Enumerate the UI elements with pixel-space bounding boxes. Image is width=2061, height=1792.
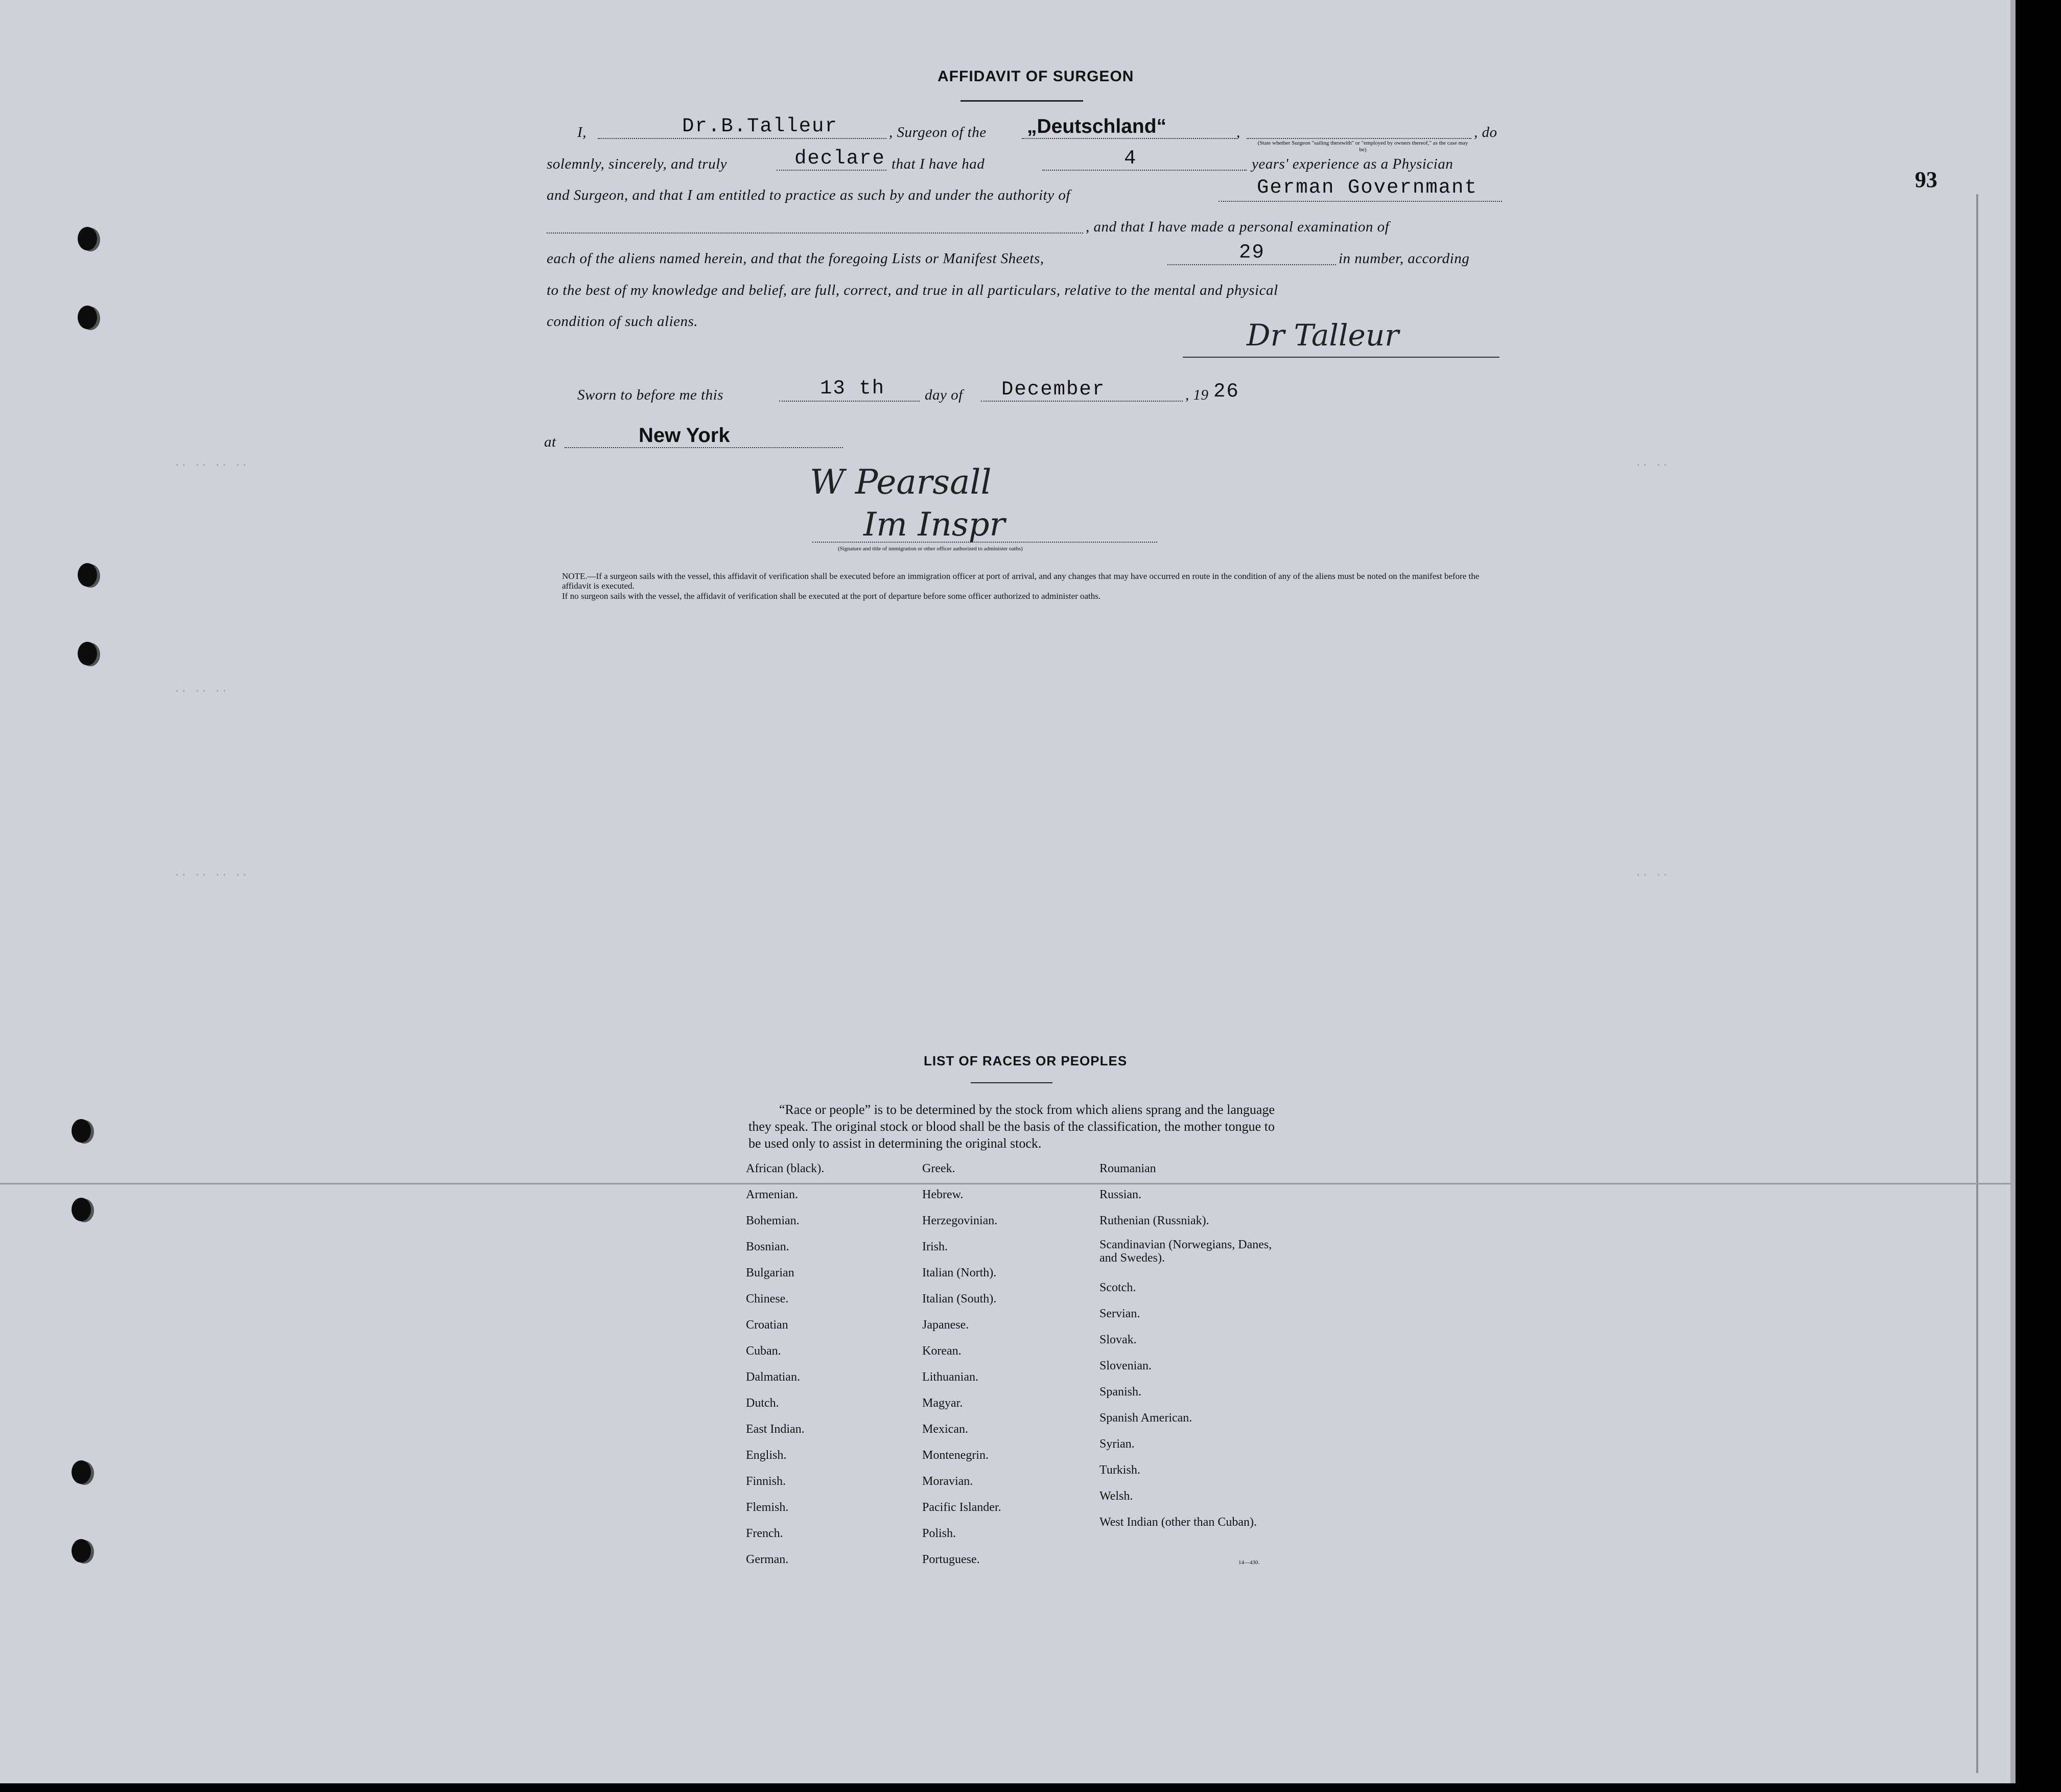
race-item: Magyar. <box>922 1397 963 1410</box>
races-column-2 <box>922 1156 1001 1573</box>
race-item: Syrian. <box>1099 1437 1135 1451</box>
race-item: Turkish. <box>1099 1463 1140 1477</box>
sheets-line <box>1167 264 1336 265</box>
race-item: Moravian. <box>922 1475 973 1488</box>
race-item: Scotch. <box>1099 1281 1136 1294</box>
page-number: 93 <box>1915 167 1937 192</box>
race-item: Lithuanian. <box>922 1370 978 1384</box>
affidavit-text: , 19 <box>1185 387 1209 403</box>
affidavit-text: condition of such aliens. <box>547 313 698 330</box>
year-field: 26 <box>1213 380 1239 403</box>
race-item: Flemish. <box>746 1501 789 1514</box>
race-item: Pacific Islander. <box>922 1501 1001 1514</box>
years-line <box>1042 170 1247 171</box>
day-field: 13 th <box>820 377 885 400</box>
place-field: New York <box>639 424 730 447</box>
race-item: Welsh. <box>1099 1490 1133 1503</box>
race-item: Montenegrin. <box>922 1449 989 1462</box>
bleed-through-mark: ·· ·· ·· <box>174 685 228 697</box>
race-item: English. <box>746 1449 787 1462</box>
binder-hole <box>78 227 97 250</box>
affidavit-text: each of the aliens named herein, and that the foregoing Lists or Manifest Sheets, <box>547 250 1044 267</box>
race-item: East Indian. <box>746 1423 805 1436</box>
race-item: African (black). <box>746 1162 825 1175</box>
bleed-through-mark: ·· ·· ·· ·· <box>174 459 248 472</box>
race-item: Italian (South). <box>922 1292 997 1306</box>
affidavit-title: AFFIDAVIT OF SURGEON <box>938 68 1134 85</box>
affidavit-text: I, <box>577 124 587 141</box>
race-item: Ruthenian (Russniak). <box>1099 1214 1209 1227</box>
races-title: LIST OF RACES OR PEOPLES <box>924 1053 1128 1068</box>
authority-field: German Governmant <box>1257 176 1478 199</box>
race-item: Greek. <box>922 1162 955 1175</box>
race-item: Chinese. <box>746 1292 789 1306</box>
race-item: Roumanian <box>1099 1162 1156 1175</box>
page-fold <box>0 1183 2010 1184</box>
affidavit-note: If no surgeon sails with the vessel, the affidavit of verification shall be executed at the port of departure before some officer authorized to administer oaths. <box>562 591 1101 601</box>
affidavit-text: , <box>1236 124 1240 141</box>
race-item: Dutch. <box>746 1397 779 1410</box>
officer-caption: (Signature and title of immigration or other officer authorized to administer oaths) <box>838 546 1023 552</box>
race-item: Dalmatian. <box>746 1370 800 1384</box>
affidavit-text: , and that I have made a personal examination of <box>1086 219 1390 235</box>
month-line <box>981 401 1183 402</box>
race-item: German. <box>746 1553 789 1566</box>
place-line <box>565 447 843 448</box>
race-item: Croatian <box>746 1318 788 1332</box>
affidavit-text: in number, according <box>1339 250 1470 267</box>
race-item: Polish. <box>922 1527 956 1540</box>
race-item: Finnish. <box>746 1475 786 1488</box>
race-item: Herzegovinian. <box>922 1214 998 1227</box>
race-item: Cuban. <box>746 1344 781 1358</box>
race-item: Spanish. <box>1099 1385 1142 1399</box>
race-item: Korean. <box>922 1344 962 1358</box>
surgeon-signature-line <box>1183 357 1500 358</box>
affidavit-text: , Surgeon of the <box>889 124 987 141</box>
surgeon-name-line <box>598 138 886 139</box>
race-item: Japanese. <box>922 1318 969 1332</box>
race-item: Spanish American. <box>1099 1411 1192 1425</box>
binder-hole <box>78 306 97 329</box>
officer-signature: W Pearsall <box>810 462 992 502</box>
status-instruction: (State whether Surgeon "sailing therewith" or "employed by owners thereof," as the case may be) <box>1257 140 1468 153</box>
sheets-field: 29 <box>1239 241 1265 264</box>
races-column-1 <box>746 1156 824 1573</box>
affidavit-note: NOTE.—If a surgeon sails with the vessel, this affidavit of verification shall be executed before an immigration officer at port of arrival, and any changes that may have occurred en route in the condition of any of the aliens must be noted on the manifest before the affidavit is executed. <box>562 571 1480 591</box>
vessel-line <box>1022 138 1236 139</box>
race-item: Slovak. <box>1099 1333 1137 1346</box>
bleed-through-mark: ·· ·· <box>1635 459 1669 472</box>
races-title-rule <box>971 1082 1052 1083</box>
affidavit-text: to the best of my knowledge and belief, are full, correct, and true in all particulars, relative to the mental and physical <box>547 282 1278 298</box>
binder-hole <box>78 563 97 587</box>
race-item: Italian (North). <box>922 1266 997 1279</box>
month-field: December <box>1001 378 1106 401</box>
years-field: 4 <box>1124 147 1137 170</box>
race-item: Servian. <box>1099 1307 1140 1320</box>
race-item: Mexican. <box>922 1423 968 1436</box>
vessel-field: „Deutschland“ <box>1027 115 1167 137</box>
binder-hole <box>72 1539 91 1563</box>
race-item: Irish. <box>922 1240 948 1253</box>
day-line <box>779 401 920 402</box>
declare-field: declare <box>794 147 885 170</box>
race-item: Bosnian. <box>746 1240 789 1253</box>
authority-continued-line <box>547 232 1083 234</box>
race-item: Scandinavian (Norwegians, Danes, and Swedes). <box>1099 1238 1272 1265</box>
race-item: Bohemian. <box>746 1214 800 1227</box>
race-item: French. <box>746 1527 783 1540</box>
race-item: Armenian. <box>746 1188 798 1201</box>
page-edge <box>2010 0 2016 1783</box>
surgeon-name-field: Dr.B.Talleur <box>682 115 838 137</box>
races-intro: “Race or people” is to be determined by the stock from which aliens sprang and the language they speak. The original stock or blood shall be the basis of the classification, the mother tongue to be used only to assist in determining the original stock. <box>748 1102 1275 1151</box>
race-item: Russian. <box>1099 1188 1142 1201</box>
affidavit-text: at <box>544 434 556 450</box>
affidavit-text: that I have had <box>892 156 985 172</box>
races-column-3 <box>1099 1156 1283 1550</box>
bleed-through-mark: ·· ·· <box>1635 869 1669 881</box>
officer-signature-line <box>812 542 1157 543</box>
binder-hole <box>72 1119 91 1143</box>
affidavit-text: years' experience as a Physician <box>1252 156 1454 172</box>
race-item: Slovenian. <box>1099 1359 1152 1372</box>
affidavit-text: day of <box>925 387 963 403</box>
race-item: Bulgarian <box>746 1266 794 1279</box>
title-rule <box>961 100 1083 102</box>
binding-line <box>1976 194 1978 1773</box>
form-number: 14—430. <box>1238 1560 1260 1566</box>
surgeon-signature: Dr Talleur <box>1247 318 1399 353</box>
bleed-through-mark: ·· ·· ·· ·· <box>174 869 248 881</box>
binder-hole <box>72 1460 91 1484</box>
race-item: Portuguese. <box>922 1553 980 1566</box>
affidavit-text: , do <box>1474 124 1497 141</box>
officer-title: Im Inspr <box>863 506 1005 544</box>
race-item: West Indian (other than Cuban). <box>1099 1516 1257 1529</box>
binder-hole <box>72 1198 91 1221</box>
declare-line <box>777 170 886 171</box>
status-line <box>1247 138 1471 139</box>
authority-line <box>1219 201 1502 202</box>
affidavit-text: solemnly, sincerely, and truly <box>547 156 728 172</box>
affidavit-text: and Surgeon, and that I am entitled to practice as such by and under the authority of <box>547 187 1070 203</box>
affidavit-text: Sworn to before me this <box>577 387 723 403</box>
race-item: Hebrew. <box>922 1188 964 1201</box>
binder-hole <box>78 642 97 665</box>
